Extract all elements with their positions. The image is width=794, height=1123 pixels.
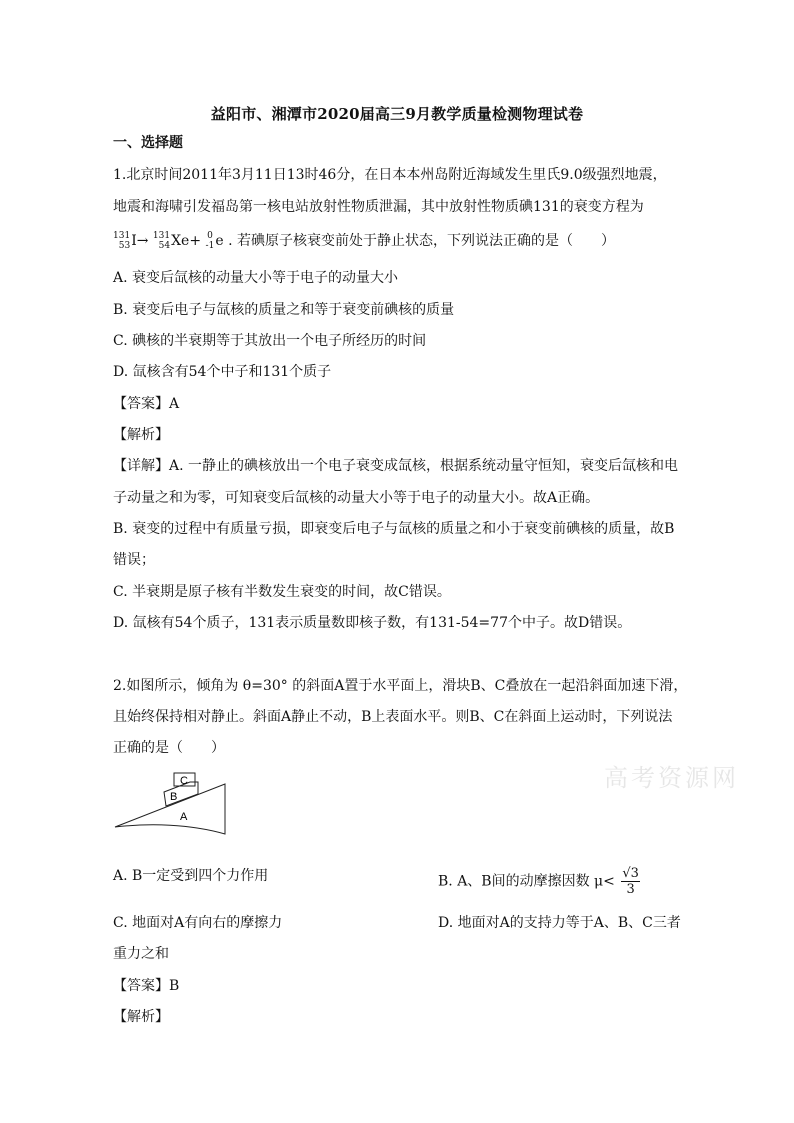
q2-option-d: D. 地面对A的支持力等于A、B、C三者 — [438, 915, 681, 931]
q1-detail-line5: C. 半衰期是原子核有半数发生衰变的时间，故C错误。 — [113, 584, 451, 600]
xenon-symbol: Xe — [171, 233, 190, 249]
fraction-denominator: 3 — [626, 882, 635, 897]
q2-option-c: C. 地面对A有向右的摩擦力 — [113, 915, 283, 931]
q2-stem-line3: 正确的是（ ） — [113, 740, 225, 756]
q1-answer: 【答案】A — [113, 396, 180, 412]
q1-stem-line2: 地震和海啸引发福岛第一核电站放射性物质泄漏，其中放射性物质碘131的衰变方程为 — [113, 199, 644, 215]
xenon-atomic-number: 54 — [158, 241, 171, 251]
q1-option-a: A. 衰变后氙核的动量大小等于电子的动量大小 — [113, 270, 399, 286]
iodine-atomic-number: 53 — [118, 241, 131, 251]
q2-answer: 【答案】B — [113, 978, 180, 994]
q1-detail-line1: 【详解】A. 一静止的碘核放出一个电子衰变成氙核，根据系统动量守恒知，衰变后氙核和电 — [113, 458, 679, 474]
electron-charge-number: -1 — [205, 241, 215, 251]
q1-stem-line3: . 若碘原子核衰变前处于静止状态，下列说法正确的是（ ） — [228, 233, 615, 249]
q1-option-d: D. 氙核含有54个中子和131个质子 — [113, 364, 332, 380]
page-title: 益阳市、湘潭市2020届高三9月教学质量检测物理试卷 — [210, 105, 584, 123]
q1-detail-line3: B. 衰变的过程中有质量亏损，即衰变后电子与氙核的质量之和小于衰变前碘核的质量，故B — [113, 521, 675, 537]
q2-option-b — [438, 866, 640, 897]
q1-option-c: C. 碘核的半衰期等于其放出一个电子所经历的时间 — [113, 333, 427, 349]
iodine-symbol: I — [131, 233, 137, 249]
q1-option-b: B. 衰变后电子与氙核的质量之和等于衰变前碘核的质量 — [113, 302, 455, 318]
q1-detail-line6: D. 氙核有54个质子，131表示质量数即核子数，有131-54=77个中子。故D错误。 — [113, 615, 632, 631]
q1-detail-line4: 错误； — [113, 552, 155, 568]
arrow-symbol: → — [136, 233, 149, 249]
incline-figure — [110, 768, 235, 838]
q2-stem-line1: 2.如图所示，倾角为 θ=30° 的斜面A置于水平面上，滑块B、C叠放在一起沿斜面加速下滑， — [113, 678, 688, 694]
q1-analysis-heading: 【解析】 — [113, 427, 169, 443]
q1-stem-line1: 1.北京时间2011年3月11日13时46分，在日本本州岛附近海域发生里氏9.0级强烈地震， — [113, 167, 667, 183]
q2-option-b-text: B. A、B间的动摩擦因数 μ< — [438, 873, 615, 890]
q1-detail-line2: 子动量之和为零，可知衰变后氙核的动量大小等于电子的动量大小。故A正确。 — [113, 490, 600, 506]
xenon-mass-number: 131 — [152, 231, 171, 241]
label-a: A — [180, 811, 188, 823]
q2-option-a: A. B一定受到四个力作用 — [113, 868, 269, 884]
plus-symbol: + — [189, 233, 202, 249]
label-b: B — [170, 791, 178, 803]
fraction-numerator: √3 — [622, 866, 639, 881]
iodine-mass-number: 131 — [113, 231, 131, 241]
q2-analysis-heading: 【解析】 — [113, 1009, 169, 1025]
label-c: C — [180, 775, 188, 787]
section-heading: 一、选择题 — [113, 135, 183, 151]
electron-symbol: e — [215, 233, 224, 249]
watermark: 高考资源网 — [604, 764, 739, 792]
q2-option-d-continued: 重力之和 — [113, 946, 169, 962]
q1-decay-equation — [113, 230, 615, 254]
electron-mass-number: 0 — [207, 231, 213, 241]
q2-stem-line2: 且始终保持相对静止。斜面A静止不动，B上表面水平。则B、C在斜面上运动时，下列说法 — [113, 709, 673, 725]
sqrt3-over-3-fraction — [621, 866, 640, 897]
